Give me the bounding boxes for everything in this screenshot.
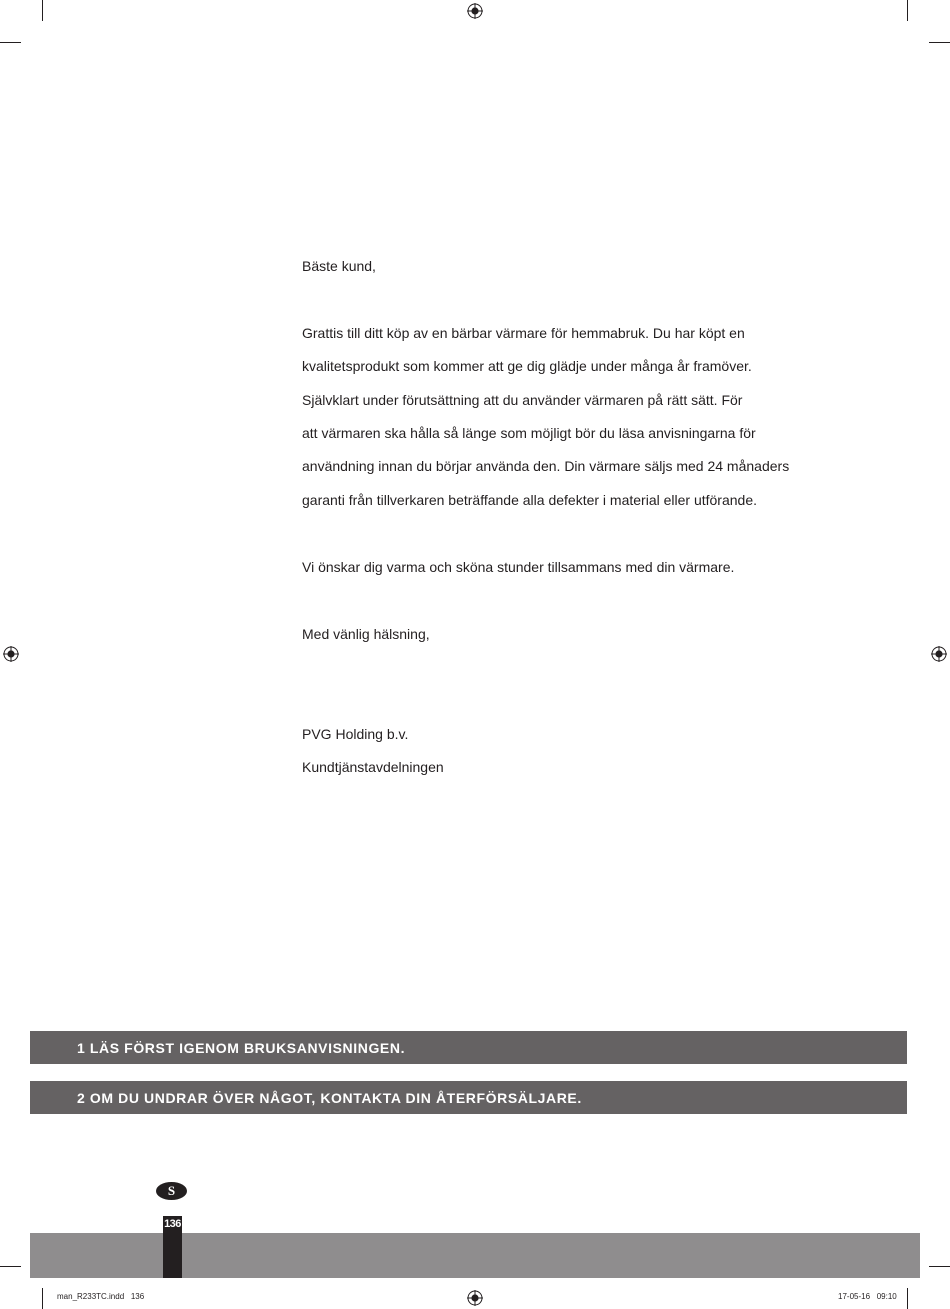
registration-mark-icon <box>467 3 483 19</box>
letter-paragraph-line: Grattis till ditt köp av en bärbar värmare för hemmabruk. Du har köpt en <box>302 325 745 341</box>
registration-mark-icon <box>3 646 19 662</box>
crop-mark-top-right-horizontal <box>929 42 950 43</box>
crop-mark-top-left-vertical <box>42 0 43 21</box>
letter-paragraph-line: garanti från tillverkaren beträffande alla defekter i material eller utförande. <box>302 492 757 508</box>
crop-mark-bottom-right-vertical <box>907 1288 908 1309</box>
language-badge: S <box>156 1182 187 1200</box>
letter-paragraph-line: kvalitetsprodukt som kommer att ge dig glädje under många år framöver. <box>302 358 752 374</box>
signature-company: PVG Holding b.v. <box>302 726 409 742</box>
letter-wishes: Vi önskar dig varma och sköna stunder tillsammans med din värmare. <box>302 559 735 575</box>
letter-greeting: Bäste kund, <box>302 258 376 274</box>
registration-mark-icon <box>467 1290 483 1306</box>
letter-paragraph-line: Självklart under förutsättning att du använder värmaren på rätt sätt. För <box>302 392 743 408</box>
letter-paragraph-line: att värmaren ska hålla så länge som möjligt bör du läsa anvisningarna för <box>302 425 756 441</box>
crop-mark-top-left-horizontal <box>0 42 21 43</box>
slug-datetime: 17-05-16 09:10 <box>838 1292 897 1301</box>
slug-filename: man_R233TC.indd 136 <box>57 1292 145 1301</box>
crop-mark-bottom-right-horizontal <box>929 1266 950 1267</box>
letter-closing: Med vänlig hälsning, <box>302 626 430 642</box>
registration-mark-icon <box>931 646 947 662</box>
crop-mark-top-right-vertical <box>907 0 908 21</box>
letter-paragraph-line: användning innan du börjar använda den. Din värmare säljs med 24 månaders <box>302 458 790 474</box>
crop-mark-bottom-left-vertical <box>42 1288 43 1309</box>
instruction-banner-contact-dealer: 2 OM DU UNDRAR ÖVER NÅGOT, KONTAKTA DIN ÅTERFÖRSÄLJARE. <box>30 1081 907 1114</box>
crop-mark-bottom-left-horizontal <box>0 1266 21 1267</box>
page-number: 136 <box>164 1218 181 1230</box>
signature-department: Kundtjänstavdelningen <box>302 759 444 775</box>
instruction-banner-read-manual: 1 LÄS FÖRST IGENOM BRUKSANVISNINGEN. <box>30 1031 907 1064</box>
